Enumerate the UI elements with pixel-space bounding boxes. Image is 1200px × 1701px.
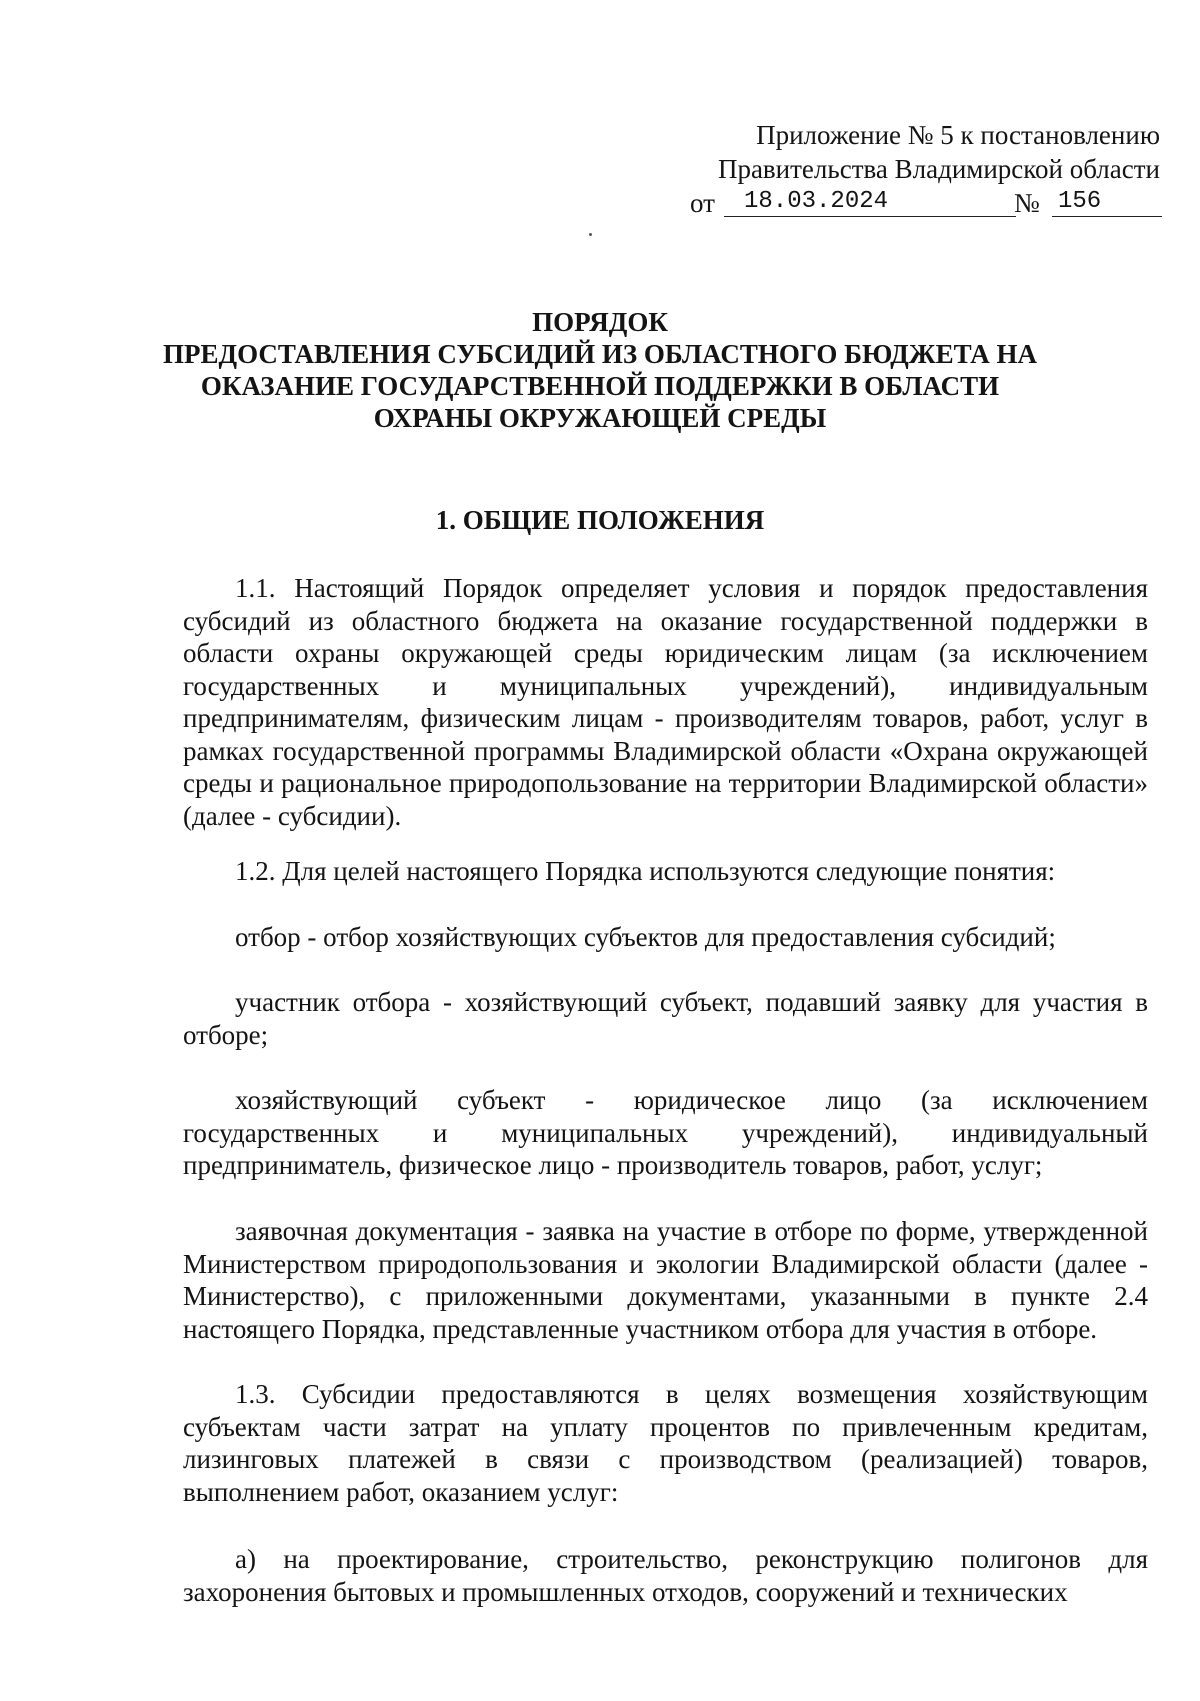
title-line-3: ОКАЗАНИЕ ГОСУДАРСТВЕННОЙ ПОДДЕРЖКИ В ОБЛАСТИ [200, 371, 1000, 401]
paragraph-1-2: 1.2. Для целей настоящего Порядка используются следующие понятия: [235, 856, 1056, 886]
definition-economic-entity: хозяйствующий субъект - юридическое лицо (за исключением государственных и муниципальных учреждений), индивидуальный предприниматель, физическое лицо - производитель товаров, работ, услуг; [183, 1085, 1148, 1180]
scan-speck [589, 233, 592, 236]
section-heading: 1. ОБЩИЕ ПОЛОЖЕНИЯ [435, 505, 765, 535]
title-line-4: ОХРАНЫ ОКРУЖАЮЩЕЙ СРЕДЫ [373, 403, 827, 433]
resolution-number: 156 [1052, 188, 1162, 217]
number-label: № [1014, 188, 1040, 218]
title-line-1: ПОРЯДОК [532, 307, 668, 337]
appendix-line-2: Правительства Владимирской области [717, 154, 1160, 184]
definition-participant: участник отбора - хозяйствующий субъект, подавший заявку для участия в отборе; [183, 987, 1148, 1050]
paragraph-1-3: 1.3. Субсидии предоставляются в целях возмещения хозяйствующим субъектам части затрат на уплату процентов по привлеченным кредитам, лизинговых платежей в связи с производством (реализацией) товаров, выполнением работ, оказанием услуг: [183, 1379, 1148, 1507]
definition-selection: отбор - отбор хозяйствующих субъектов для предоставления субсидий; [235, 922, 1056, 952]
appendix-reference [690, 118, 1160, 220]
document-title [160, 306, 1040, 434]
appendix-date-line [690, 186, 1160, 220]
definition-application-docs: заявочная документация - заявка на участие в отборе по форме, утвержденной Министерством природопользования и экологии Владимирской области (далее - Министерство), с приложенными документами, указанными в пункте 2.4 настоящего Порядка, представленные участником отбора для участия в отборе. [183, 1216, 1148, 1344]
paragraph-1-3-a: а) на проектирование, строительство, реконструкцию полигонов для захоронения бытовых и промышленных отходов, сооружений и технических [183, 1544, 1148, 1607]
date-prefix: от [690, 188, 715, 218]
appendix-line-1: Приложение № 5 к постановлению [756, 120, 1160, 150]
resolution-date: 18.03.2024 [724, 188, 1016, 217]
paragraph-1-1: 1.1. Настоящий Порядок определяет условия и порядок предоставления субсидий из областного бюджета на оказание государственной поддержки в области охраны окружающей среды юридическим лицам (за исключением государственных и муниципальных учреждений), индивидуальным предпринимателям, физическим лицам - производителям товаров, работ, услуг в рамках государственной программы Владимирской области «Охрана окружающей среды и рациональное природопользование на территории Владимирской области» (далее - субсидии). [183, 573, 1148, 831]
title-line-2: ПРЕДОСТАВЛЕНИЯ СУБСИДИЙ ИЗ ОБЛАСТНОГО БЮДЖЕТА НА [162, 339, 1038, 369]
